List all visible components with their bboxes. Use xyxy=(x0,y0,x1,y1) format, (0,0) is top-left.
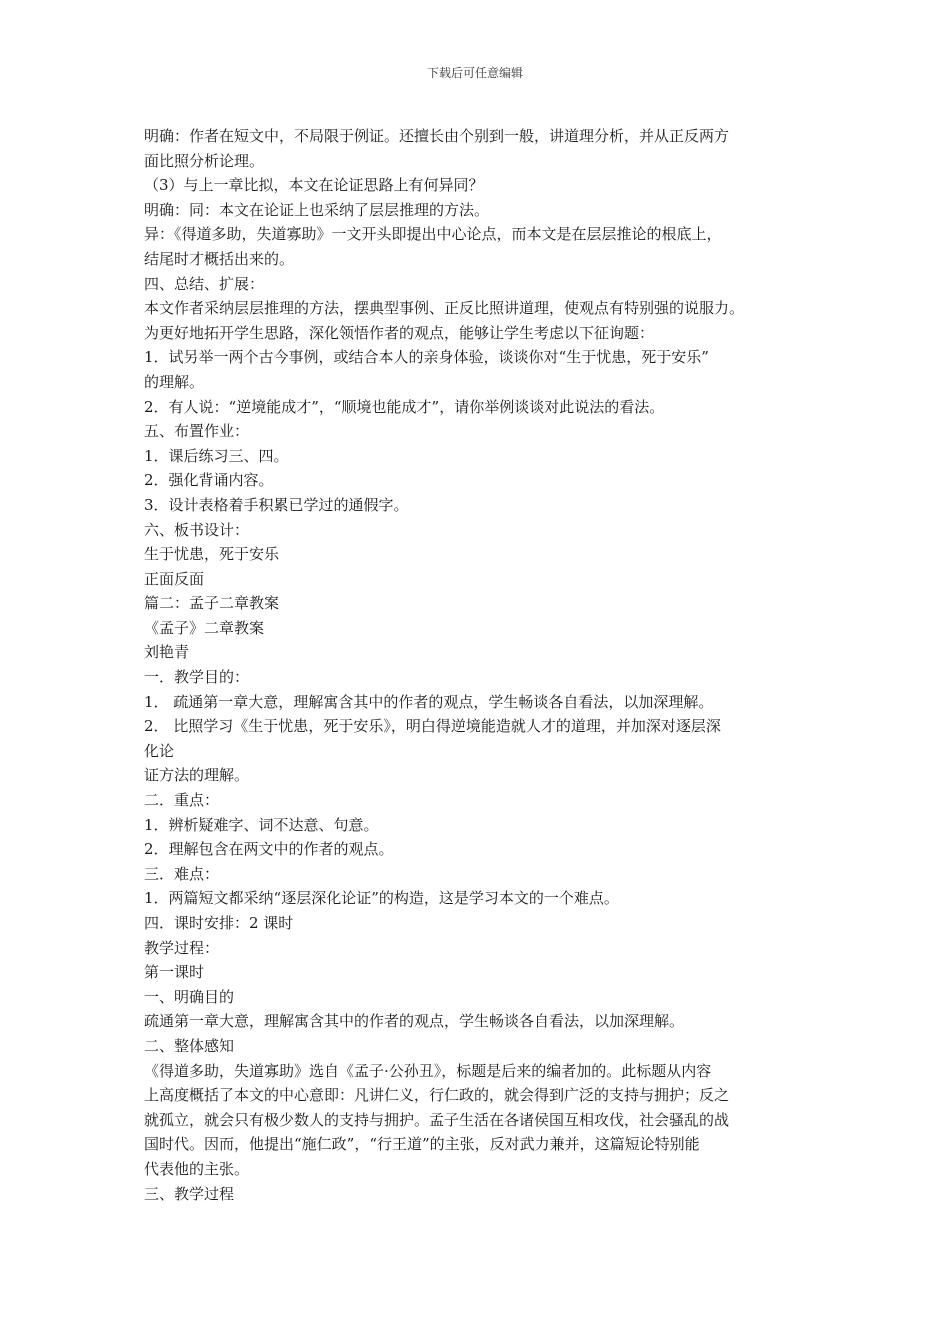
text-line: 明确：作者在短文中，不局限于例证。还擅长由个别到一般，讲道理分析，并从正反两方 xyxy=(144,127,730,145)
text-line: 就孤立，就会只有极少数人的支持与拥护。孟子生活在各诸侯国互相攻伐，社会骚乱的战 xyxy=(144,1110,730,1129)
text-line: 化论 xyxy=(144,741,175,760)
list-item: 2．强化背诵内容。 xyxy=(144,471,274,490)
page-header: 下载后可任意编辑 xyxy=(426,66,523,80)
text-line: 上高度概括了本文的中心意即：凡讲仁义，行仁政的，就会得到广泛的支持与拥护；反之 xyxy=(144,1086,730,1105)
text-line: 代表他的主张。 xyxy=(144,1159,250,1178)
text-line: 正面反面 xyxy=(144,569,205,588)
text-line: 生于忧患，死于安乐 xyxy=(144,545,280,564)
section-heading: 三、教学过程 xyxy=(144,1184,235,1203)
text-line: 《得道多助，失道寡助》选自《孟子·公孙丑》，标题是后来的编者加的。此标题从内容 xyxy=(144,1061,712,1080)
text-line: 国时代。因而，他提出“施仁政”，“行王道”的主张，反对武力兼并，这篇短论特别能 xyxy=(144,1135,700,1154)
text-line: 异：《得道多助，失道寡助》一文开头即提出中心论点，而本文是在层层推论的根底上， xyxy=(144,225,722,244)
list-item: 2．理解包含在两文中的作者的观点。 xyxy=(144,840,394,859)
section-heading: 二、整体感知 xyxy=(144,1036,235,1055)
document-title: 《孟子》二章教案 xyxy=(144,618,265,637)
list-item: 1．试另举一两个古今事例，或结合本人的亲身体验，谈谈你对“生于忧患，死于安乐” xyxy=(144,348,709,367)
list-item: 3．设计表格着手积累已学过的通假字。 xyxy=(144,495,409,514)
section-heading: 一．教学目的： xyxy=(144,668,250,687)
list-item: 1．课后练习三、四。 xyxy=(144,446,289,465)
chapter-heading: 篇二：孟子二章教案 xyxy=(144,594,280,613)
author-name: 刘艳青 xyxy=(144,643,190,662)
section-heading: 四、总结、扩展： xyxy=(144,274,265,293)
section-heading: 六、板书设计： xyxy=(144,520,250,539)
section-heading: 五、布置作业： xyxy=(144,422,250,441)
list-item: 1． 疏通第一章大意，理解寓含其中的作者的观点，学生畅谈各自看法，以加深理解。 xyxy=(144,692,714,711)
section-heading: 二．重点： xyxy=(144,791,220,810)
text-line: 结尾时才概括出来的。 xyxy=(144,249,295,268)
list-item: 2． 比照学习《生于忧患，死于安乐》，明白得逆境能造就人才的道理，并加深对逐层深 xyxy=(144,717,721,736)
list-item: 1．辨析疑难字、词不达意、句意。 xyxy=(144,815,379,834)
list-item: 2．有人说：“逆境能成才”，“顺境也能成才”，请你举例谈谈对此说法的看法。 xyxy=(144,397,665,416)
text-line: 第一课时 xyxy=(144,963,205,982)
section-heading: 三．难点： xyxy=(144,864,220,883)
text-line: 为更好地拓开学生思路，深化领悟作者的观点，能够让学生考虑以下征询题： xyxy=(144,323,655,342)
list-item: 1．两篇短文都采纳“逐层深化论证”的构造，这是学习本文的一个难点。 xyxy=(144,889,619,908)
text-line: （3）与上一章比拟，本文在论证思路上有何异同？ xyxy=(144,176,484,195)
text-line: 面比照分析论理。 xyxy=(144,151,265,170)
text-line: 本文作者采纳层层推理的方法，摆典型事例、正反比照讲道理，使观点有特别强的说服力。 xyxy=(144,299,745,318)
section-heading: 四．课时安排：2 课时 xyxy=(144,914,294,932)
section-heading: 一、明确目的 xyxy=(144,987,235,1006)
text-line: 教学过程： xyxy=(144,938,220,957)
text-line: 的理解。 xyxy=(144,372,205,391)
text-line: 疏通第一章大意，理解寓含其中的作者的观点，学生畅谈各自看法，以加深理解。 xyxy=(144,1012,685,1031)
text-line: 证方法的理解。 xyxy=(144,766,250,785)
text-line: 明确：同：本文在论证上也采纳了层层推理的方法。 xyxy=(144,200,490,219)
document-body xyxy=(144,124,824,1206)
